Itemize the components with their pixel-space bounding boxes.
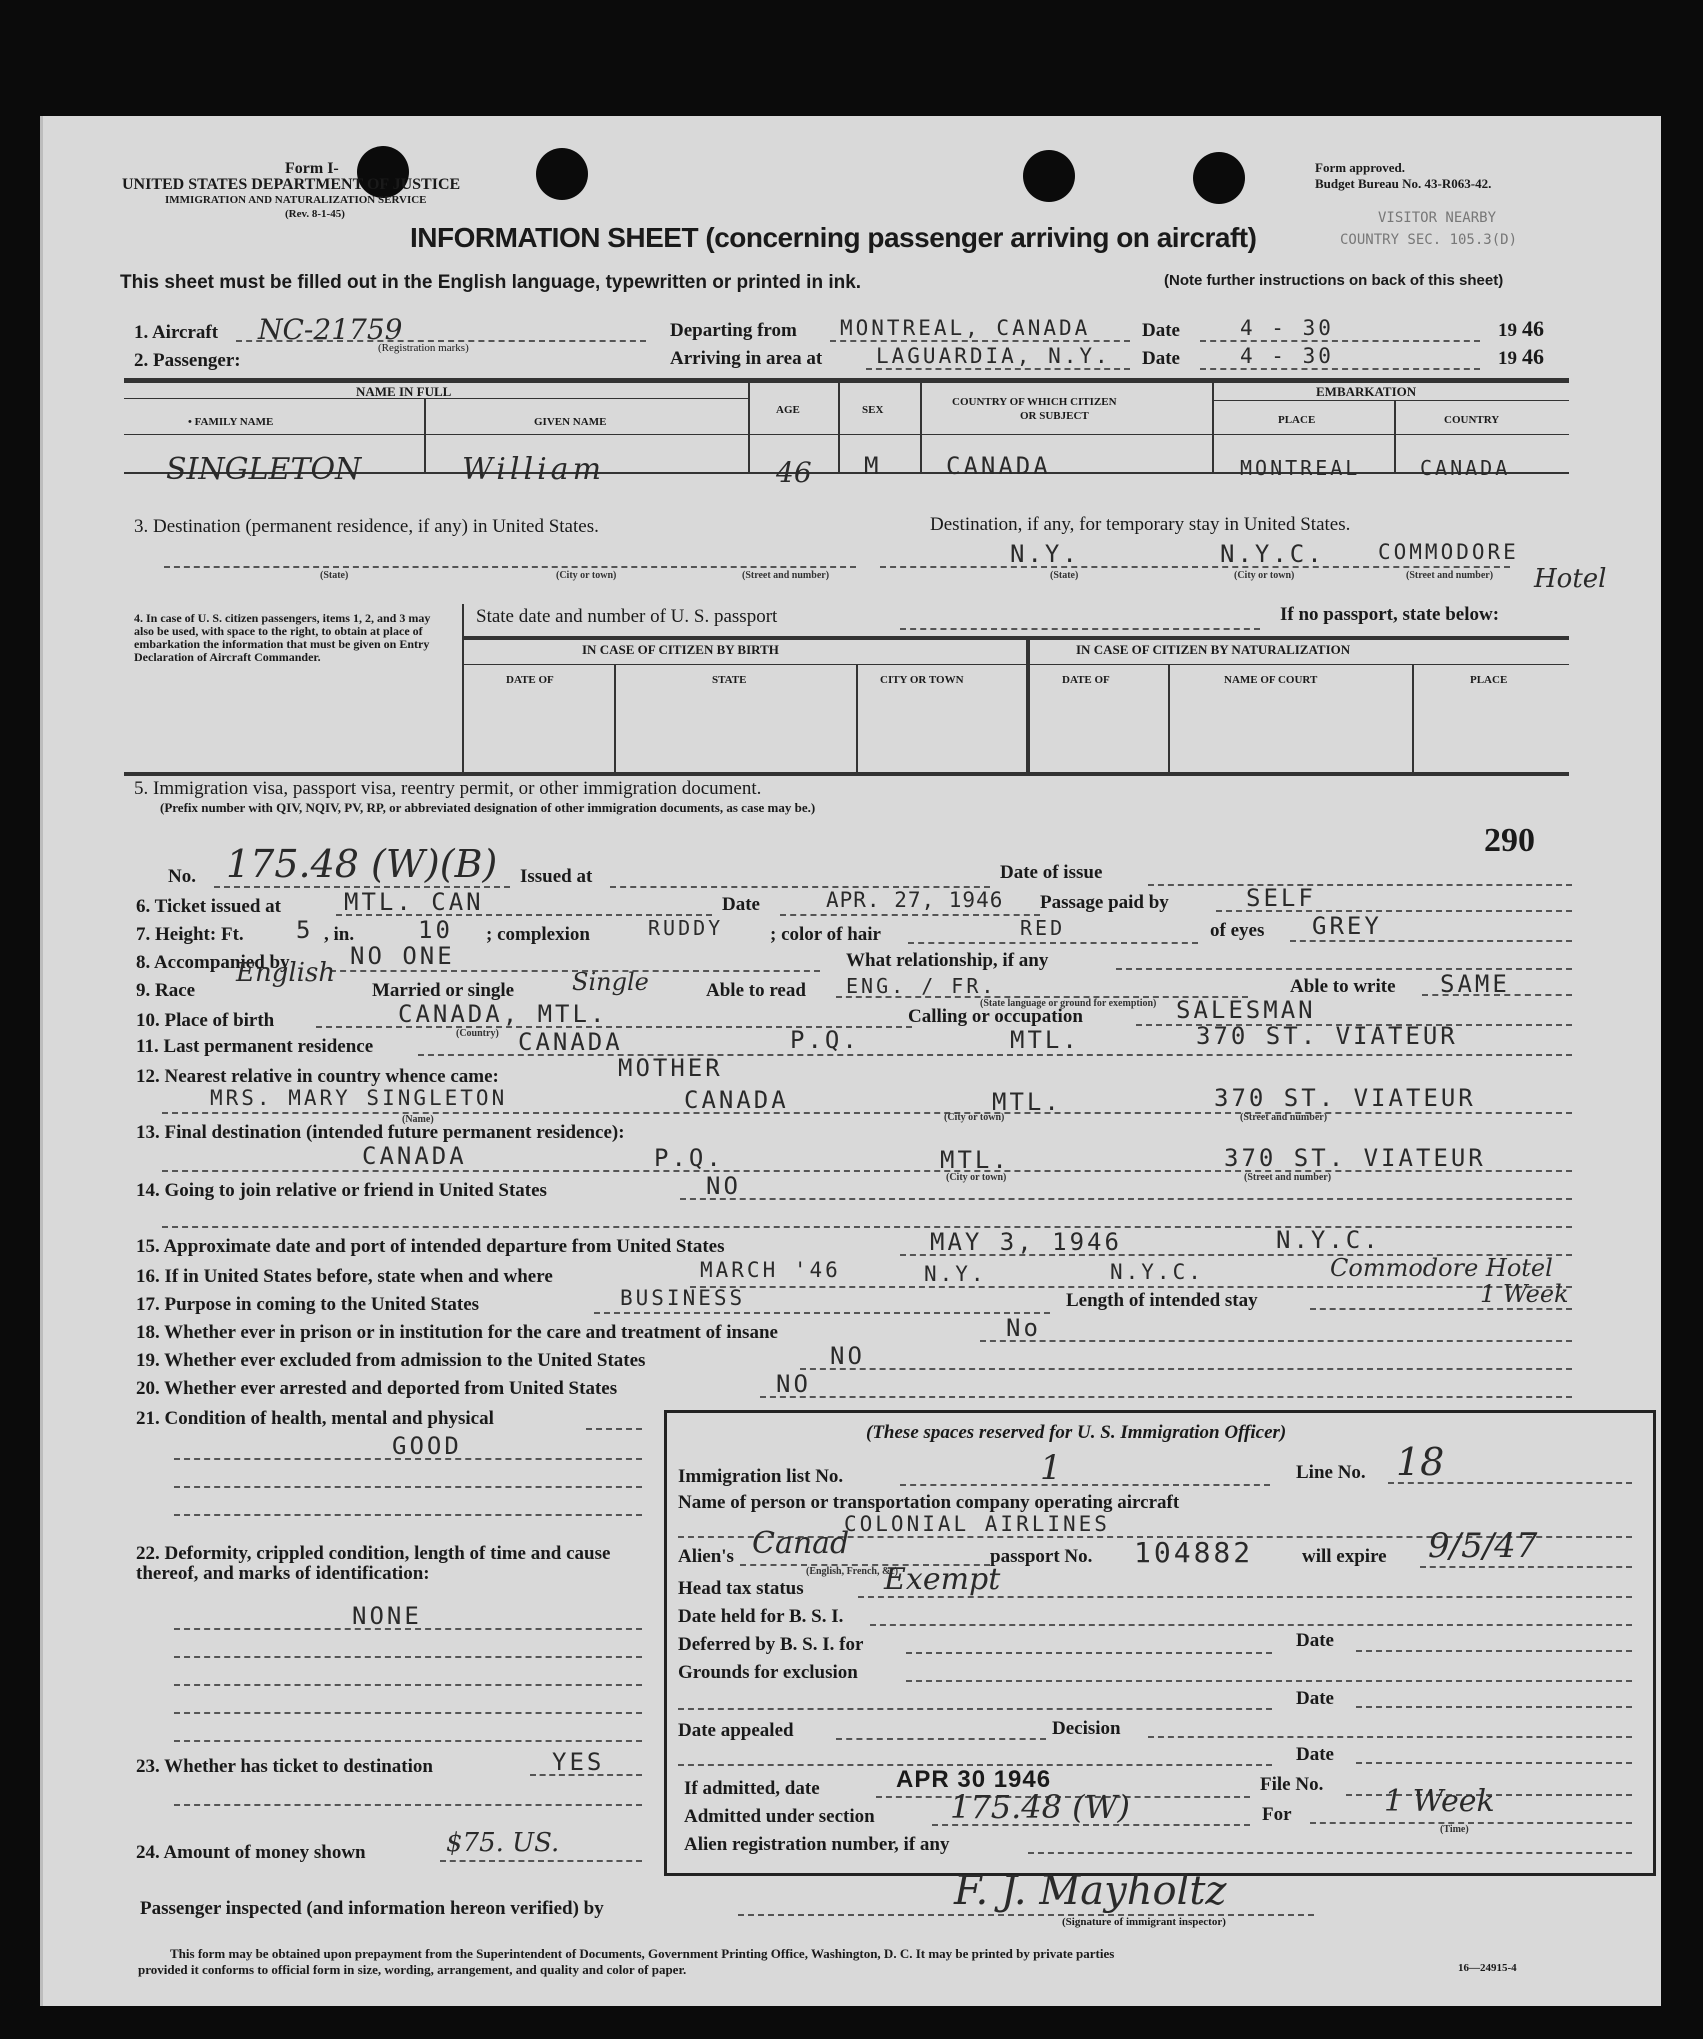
temp-city-caption: (City or town) bbox=[1234, 570, 1295, 581]
last-residence-city[interactable]: MTL. bbox=[1010, 1026, 1080, 1054]
deferred-date-label: Date bbox=[1296, 1630, 1334, 1651]
alien-type-value[interactable]: Canad bbox=[752, 1526, 850, 1561]
visa-sublabel: (Prefix number with QIV, NQIV, PV, RP, or abbreviated designation of other immigration documents, as case may be.) bbox=[160, 800, 816, 815]
appealed-label: Date appealed bbox=[678, 1720, 794, 1741]
passport-note: 4. In case of U. S. citizen passengers, items 1, 2, and 3 may also be used, with space to the right, to obtain at place of embarkation the information that must be given on Entry Declaration of Aircraft Commander. bbox=[134, 611, 431, 664]
final-country[interactable]: CANADA bbox=[362, 1142, 467, 1170]
sex-value[interactable]: M bbox=[864, 452, 882, 480]
department-name: UNITED STATES DEPARTMENT OF JUSTICE bbox=[122, 176, 461, 193]
relative-city-caption: (City or town) bbox=[944, 1112, 1005, 1123]
immigration-list-value[interactable]: 1 bbox=[1040, 1448, 1062, 1488]
embark-country-header: COUNTRY bbox=[1444, 414, 1500, 426]
bsi-deferred-label: Deferred by B. S. I. for bbox=[678, 1634, 864, 1655]
height-ft-value[interactable]: 5 bbox=[296, 916, 314, 944]
family-name-header: • FAMILY NAME bbox=[188, 416, 274, 428]
punch-hole bbox=[1193, 152, 1245, 204]
read-caption: (State language or ground for exemption) bbox=[980, 998, 1157, 1009]
before-city-value[interactable]: N.Y.C. bbox=[1110, 1260, 1204, 1284]
temp-destination-label: Destination, if any, for temporary stay in United States. bbox=[930, 514, 1351, 535]
state-caption: (State) bbox=[320, 570, 349, 581]
issued-at-label: Issued at bbox=[520, 866, 593, 887]
relationship-label: What relationship, if any bbox=[846, 950, 1049, 971]
visa-label: 5. Immigration visa, passport visa, reentry permit, or other immigration document. bbox=[134, 778, 762, 799]
sex-header: SEX bbox=[862, 404, 884, 416]
back-note: (Note further instructions on back of this sheet) bbox=[1164, 272, 1504, 289]
purpose-label: 17. Purpose in coming to the United States bbox=[136, 1294, 480, 1315]
departure-year-prefix: 19 bbox=[1498, 320, 1517, 341]
family-name-value[interactable]: SINGLETON bbox=[166, 452, 362, 487]
last-residence-street[interactable]: 370 ST. VIATEUR bbox=[1196, 1022, 1458, 1050]
write-label: Able to write bbox=[1290, 976, 1396, 997]
birth-place-label: 10. Place of birth bbox=[136, 1010, 275, 1031]
temp-city-value[interactable]: N.Y.C. bbox=[1220, 540, 1325, 568]
country-header-1: COUNTRY OF WHICH CITIZEN bbox=[952, 396, 1117, 408]
height-in-value[interactable]: 10 bbox=[418, 916, 453, 944]
eyes-value[interactable]: GREY bbox=[1312, 912, 1382, 940]
married-value[interactable]: Single bbox=[572, 968, 649, 996]
company-value[interactable]: COLONIAL AIRLINES bbox=[844, 1512, 1110, 1536]
visitor-stamp-line1: VISITOR NEARBY bbox=[1378, 210, 1497, 226]
departure-label: 15. Approximate date and port of intended departure from United States bbox=[136, 1236, 725, 1257]
ticket-place-value[interactable]: MTL. CAN bbox=[344, 888, 484, 916]
registration-caption: (Registration marks) bbox=[378, 342, 469, 354]
embark-country-value[interactable]: CANADA bbox=[1420, 456, 1511, 480]
budget-bureau: Budget Bureau No. 43-R063-42. bbox=[1315, 176, 1492, 191]
time-caption: (Time) bbox=[1440, 1824, 1469, 1835]
deported-value[interactable]: NO bbox=[776, 1370, 811, 1398]
eyes-label: of eyes bbox=[1210, 920, 1265, 941]
arrival-year[interactable]: 46 bbox=[1522, 344, 1544, 369]
aircraft-value[interactable]: NC-21759 bbox=[258, 313, 403, 346]
ticket-destination-value[interactable]: YES bbox=[552, 1748, 605, 1776]
relative-name-caption: (Name) bbox=[402, 1114, 434, 1125]
accompanied-label: 8. Accompanied by bbox=[136, 952, 290, 973]
admitted-date-value[interactable]: APR 30 1946 bbox=[896, 1766, 1052, 1793]
punch-hole bbox=[1023, 150, 1075, 202]
destination-label: 3. Destination (permanent residence, if any) in United States. bbox=[134, 516, 599, 537]
ticket-date-value[interactable]: APR. 27, 1946 bbox=[826, 888, 1004, 912]
line-no-label: Line No. bbox=[1296, 1462, 1366, 1483]
immigration-list-label: Immigration list No. bbox=[678, 1466, 844, 1487]
head-tax-label: Head tax status bbox=[678, 1578, 804, 1599]
head-tax-value[interactable]: Exempt bbox=[884, 1562, 1001, 1597]
age-header: AGE bbox=[776, 404, 800, 416]
company-label: Name of person or transportation company operating aircraft bbox=[678, 1492, 1180, 1513]
final-city-caption: (City or town) bbox=[946, 1172, 1007, 1183]
embarkation-header: EMBARKATION bbox=[1316, 384, 1417, 399]
departure-date-value[interactable]: 4 - 30 bbox=[1240, 316, 1334, 340]
revision-date: (Rev. 8-1-45) bbox=[285, 208, 345, 220]
health-label: 21. Condition of health, mental and physical bbox=[136, 1408, 494, 1429]
relative-street-caption: (Street and number) bbox=[1240, 1112, 1328, 1123]
money-label: 24. Amount of money shown bbox=[136, 1842, 366, 1863]
complexion-label: ; complexion bbox=[486, 924, 590, 945]
given-name-value[interactable]: William bbox=[462, 452, 606, 487]
visa-no-value[interactable]: 175.48 (W)(B) bbox=[226, 842, 498, 886]
birth-country-caption: (Country) bbox=[456, 1028, 499, 1039]
departure-port-value[interactable]: N.Y.C. bbox=[1276, 1226, 1381, 1254]
departing-label: Departing from bbox=[670, 320, 797, 341]
signature-caption: (Signature of immigrant inspector) bbox=[1062, 1916, 1226, 1928]
punch-hole bbox=[536, 148, 588, 200]
alien-registration-label: Alien registration number, if any bbox=[684, 1834, 950, 1855]
aircraft-label: 1. Aircraft bbox=[134, 322, 219, 343]
relative-label: 12. Nearest relative in country whence came: bbox=[136, 1066, 499, 1087]
footer-notice-2: provided it conforms to official form in size, wording, arrangement, and quality and color of paper. bbox=[138, 1962, 687, 1977]
passage-paid-label: Passage paid by bbox=[1040, 892, 1169, 913]
final-street-caption: (Street and number) bbox=[1244, 1172, 1332, 1183]
last-residence-label: 11. Last permanent residence bbox=[136, 1036, 374, 1057]
married-label: Married or single bbox=[372, 980, 515, 1001]
temp-street-caption: (Street and number) bbox=[1406, 570, 1494, 581]
decision-date-label: Date bbox=[1296, 1744, 1334, 1765]
instruction-text: This sheet must be filled out in the English language, typewritten or printed in ink. bbox=[120, 272, 862, 293]
no-passport-label: If no passport, state below: bbox=[1280, 604, 1500, 625]
visitor-stamp-line2: COUNTRY SEC. 105.3(D) bbox=[1340, 232, 1518, 248]
last-residence-state[interactable]: P.Q. bbox=[790, 1026, 860, 1054]
for-value[interactable]: 1 Week bbox=[1384, 1784, 1495, 1819]
expire-value[interactable]: 9/5/47 bbox=[1428, 1526, 1538, 1566]
stay-label: Length of intended stay bbox=[1066, 1290, 1258, 1311]
final-destination-label: 13. Final destination (intended future permanent residence): bbox=[136, 1122, 625, 1143]
birth-header: IN CASE OF CITIZEN BY BIRTH bbox=[582, 642, 779, 657]
page-title: INFORMATION SHEET (concerning passenger arriving on aircraft) bbox=[410, 222, 1257, 253]
bsi-held-label: Date held for B. S. I. bbox=[678, 1606, 844, 1627]
purpose-value[interactable]: BUSINESS bbox=[620, 1286, 746, 1310]
before-street-value[interactable]: Commodore Hotel bbox=[1330, 1254, 1553, 1282]
race-value[interactable]: English bbox=[236, 958, 336, 988]
section-label: Admitted under section bbox=[684, 1806, 875, 1827]
footer-notice-1: This form may be obtained upon prepayment from the Superintendent of Documents, Government Printing Office, Washington, D. C. It may be printed by private parties bbox=[170, 1946, 1115, 1961]
read-label: Able to read bbox=[706, 980, 806, 1001]
name-in-full-header: NAME IN FULL bbox=[356, 384, 452, 399]
occupation-label: Calling or occupation bbox=[908, 1006, 1083, 1027]
deformity-label: 22. Deformity, crippled condition, length of time and cause thereof, and marks of identification: bbox=[136, 1543, 611, 1584]
citizenship-value[interactable]: CANADA bbox=[946, 452, 1051, 480]
alien-caption: (English, French, &c) bbox=[806, 1566, 899, 1577]
deported-label: 20. Whether ever arrested and deported from United States bbox=[136, 1378, 618, 1399]
birth-state-header: STATE bbox=[712, 674, 747, 686]
section-value[interactable]: 175.48 (W) bbox=[950, 1788, 1130, 1826]
departure-date-intended[interactable]: MAY 3, 1946 bbox=[930, 1228, 1122, 1256]
arrival-date-label: Date bbox=[1142, 348, 1180, 369]
arriving-value[interactable]: LAGUARDIA, N.Y. bbox=[876, 344, 1111, 368]
height-in-label: , in. bbox=[324, 924, 355, 945]
final-street[interactable]: 370 ST. VIATEUR bbox=[1224, 1144, 1486, 1172]
relative-name[interactable]: MRS. MARY SINGLETON bbox=[210, 1086, 508, 1110]
occupation-value[interactable]: SALESMAN bbox=[1176, 996, 1316, 1024]
grounds-date-label: Date bbox=[1296, 1688, 1334, 1709]
passenger-label: 2. Passenger: bbox=[134, 350, 241, 371]
passage-paid-value[interactable]: SELF bbox=[1246, 884, 1316, 912]
height-label: 7. Height: Ft. bbox=[136, 924, 244, 945]
print-code: 16—24915-4 bbox=[1458, 1962, 1517, 1974]
age-value[interactable]: 46 bbox=[776, 456, 812, 489]
given-name-header: GIVEN NAME bbox=[534, 416, 607, 428]
prison-label: 18. Whether ever in prison or in institution for the care and treatment of insane bbox=[136, 1322, 778, 1343]
complexion-value[interactable]: RUDDY bbox=[648, 916, 724, 940]
embark-place-value[interactable]: MONTREAL bbox=[1240, 456, 1361, 480]
race-label: 9. Race bbox=[136, 980, 196, 1001]
arrival-date-value[interactable]: 4 - 30 bbox=[1240, 344, 1334, 368]
stay-value[interactable]: 1 Week bbox=[1480, 1280, 1569, 1308]
nat-place-header: PLACE bbox=[1470, 674, 1508, 686]
inspected-label: Passenger inspected (and information hereon verified) by bbox=[140, 1898, 604, 1919]
ticket-date-label: Date bbox=[722, 894, 760, 915]
final-city[interactable]: MTL. bbox=[940, 1146, 1010, 1174]
line-no-value[interactable]: 18 bbox=[1396, 1440, 1445, 1484]
passport-no-value[interactable]: 104882 bbox=[1134, 1536, 1254, 1569]
departure-year[interactable]: 46 bbox=[1522, 316, 1544, 341]
relative-city[interactable]: MTL. bbox=[992, 1088, 1062, 1116]
last-residence-country[interactable]: CANADA bbox=[518, 1028, 623, 1056]
date-of-issue-label: Date of issue bbox=[1000, 862, 1103, 883]
money-value[interactable]: $75. US. bbox=[446, 1828, 560, 1858]
temp-street-value[interactable]: COMMODORE bbox=[1378, 540, 1519, 564]
hair-label: ; color of hair bbox=[770, 924, 881, 945]
birth-city-header: CITY OR TOWN bbox=[880, 674, 964, 686]
decision-label: Decision bbox=[1052, 1718, 1121, 1739]
excluded-value[interactable]: NO bbox=[830, 1342, 865, 1370]
passport-no-label: passport No. bbox=[990, 1546, 1093, 1567]
hair-value[interactable]: RED bbox=[1020, 916, 1066, 940]
prison-value[interactable]: No bbox=[1006, 1314, 1041, 1342]
read-value[interactable]: ENG. / FR. bbox=[846, 974, 997, 998]
before-when-value[interactable]: MARCH '46 bbox=[700, 1258, 841, 1282]
admitted-date-label: If admitted, date bbox=[684, 1778, 820, 1799]
nat-date-header: DATE OF bbox=[1062, 674, 1110, 686]
accompanied-value[interactable]: NO ONE bbox=[350, 942, 455, 970]
before-label: 16. If in United States before, state when and where bbox=[136, 1266, 553, 1287]
relative-country[interactable]: CANADA bbox=[684, 1086, 789, 1114]
street-caption: (Street and number) bbox=[742, 570, 830, 581]
excluded-label: 19. Whether ever excluded from admission to the United States bbox=[136, 1350, 646, 1371]
file-no-label: File No. bbox=[1260, 1774, 1324, 1795]
departure-date-label: Date bbox=[1142, 320, 1180, 341]
temp-state-caption: (State) bbox=[1050, 570, 1079, 581]
deformity-value[interactable]: NONE bbox=[352, 1602, 422, 1630]
birth-date-header: DATE OF bbox=[506, 674, 554, 686]
ticket-destination-label: 23. Whether has ticket to destination bbox=[136, 1756, 433, 1777]
form-approved: Form approved. bbox=[1315, 160, 1406, 175]
join-relative-value[interactable]: NO bbox=[706, 1172, 741, 1200]
temp-street-value-2[interactable]: Hotel bbox=[1534, 564, 1607, 594]
for-label: For bbox=[1262, 1804, 1292, 1825]
visa-no-label: No. bbox=[168, 866, 196, 887]
join-relative-label: 14. Going to join relative or friend in United States bbox=[136, 1180, 547, 1201]
officer-header: (These spaces reserved for U. S. Immigration Officer) bbox=[866, 1422, 1287, 1443]
health-value[interactable]: GOOD bbox=[392, 1432, 462, 1460]
arrival-year-prefix: 19 bbox=[1498, 348, 1517, 369]
relative-street[interactable]: 370 ST. VIATEUR bbox=[1214, 1084, 1476, 1112]
final-state[interactable]: P.Q. bbox=[654, 1144, 724, 1172]
city-caption: (City or town) bbox=[556, 570, 617, 581]
naturalization-header: IN CASE OF CITIZEN BY NATURALIZATION bbox=[1076, 642, 1351, 657]
country-header-2: OR SUBJECT bbox=[1020, 410, 1089, 422]
birth-place-value[interactable]: CANADA, MTL. bbox=[398, 1000, 608, 1028]
relative-relationship[interactable]: MOTHER bbox=[618, 1054, 723, 1082]
passport-date-label: State date and number of U. S. passport bbox=[476, 606, 778, 627]
grounds-label: Grounds for exclusion bbox=[678, 1662, 858, 1683]
departing-value[interactable]: MONTREAL, CANADA bbox=[840, 316, 1091, 340]
service-name: IMMIGRATION AND NATURALIZATION SERVICE bbox=[165, 194, 427, 206]
arriving-label: Arriving in area at bbox=[670, 348, 823, 369]
expire-label: will expire bbox=[1302, 1546, 1387, 1567]
embark-place-header: PLACE bbox=[1278, 414, 1316, 426]
alien-label: Alien's bbox=[678, 1546, 734, 1567]
stamp-number: 290 bbox=[1484, 822, 1535, 859]
write-value[interactable]: SAME bbox=[1440, 970, 1510, 998]
form-number: Form I- bbox=[285, 160, 339, 177]
temp-state-value[interactable]: N.Y. bbox=[1010, 540, 1080, 568]
inspector-signature: F. J. Mayholtz bbox=[954, 1868, 1227, 1914]
before-state-value[interactable]: N.Y. bbox=[924, 1262, 987, 1286]
court-header: NAME OF COURT bbox=[1224, 674, 1318, 686]
ticket-label: 6. Ticket issued at bbox=[136, 896, 281, 917]
